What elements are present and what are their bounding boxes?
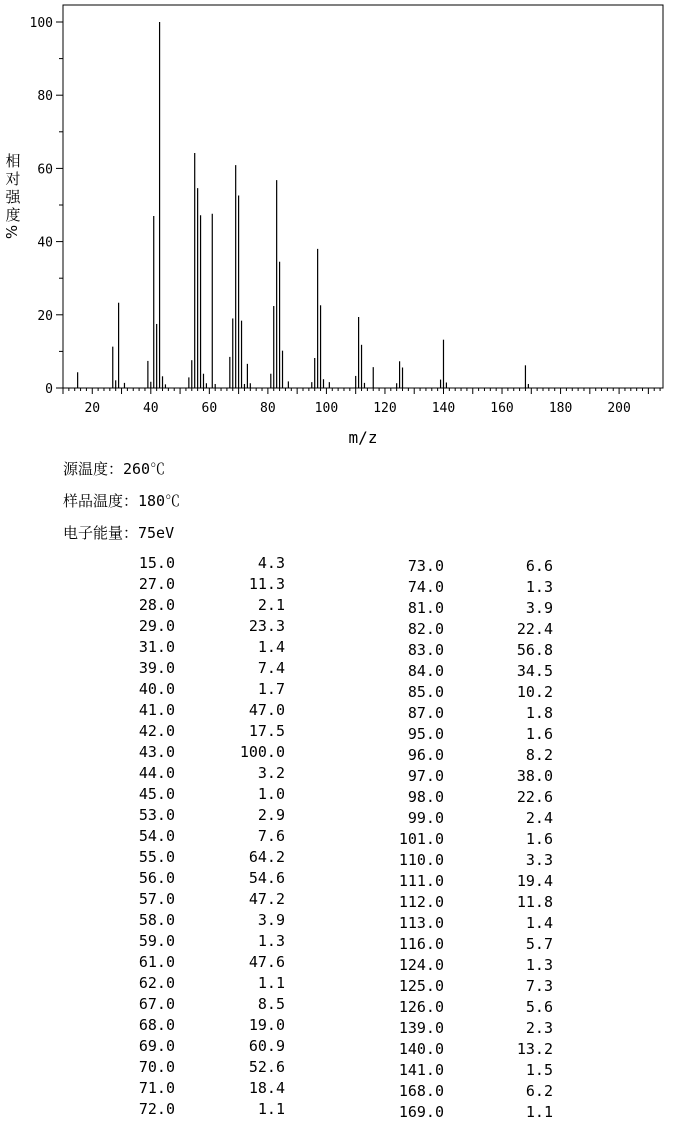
peak-row — [0, 557, 680, 578]
peak-mz: 73.0 — [407, 557, 444, 575]
peak-mz: 126.0 — [398, 998, 444, 1016]
peak-mz: 28.0 — [138, 596, 175, 614]
peak-abundance: 4.3 — [257, 554, 285, 572]
y-axis-label — [3, 152, 21, 239]
peak-abundance: 52.6 — [248, 1058, 285, 1076]
peak-abundance: 3.2 — [257, 764, 285, 782]
peak-abundance: 1.1 — [257, 974, 285, 992]
peak-abundance: 60.9 — [248, 1037, 285, 1055]
peak-abundance: 10.2 — [516, 683, 553, 701]
peak-mz: 139.0 — [398, 1019, 444, 1037]
peak-row — [0, 1040, 680, 1061]
y-tick-label: 100 — [29, 16, 53, 31]
peak-mz: 95.0 — [407, 725, 444, 743]
peak-abundance: 18.4 — [248, 1079, 285, 1097]
peak-abundance: 7.6 — [257, 827, 285, 845]
peak-abundance: 34.5 — [516, 662, 553, 680]
peak-abundance: 19.4 — [516, 872, 553, 890]
peak-row — [0, 1061, 680, 1082]
peak-mz: 168.0 — [398, 1082, 444, 1100]
peak-abundance: 13.2 — [516, 1040, 553, 1058]
peak-mz: 71.0 — [138, 1079, 175, 1097]
y-label-char: 对 — [5, 170, 21, 188]
peak-row — [0, 1103, 680, 1124]
peak-abundance: 11.3 — [248, 575, 285, 593]
peak-abundance: 1.6 — [525, 830, 553, 848]
peak-mz: 111.0 — [398, 872, 444, 890]
x-tick-label: 100 — [314, 401, 339, 416]
peak-abundance: 5.7 — [525, 935, 553, 953]
peak-row — [0, 578, 680, 599]
peak-abundance: 1.5 — [525, 1061, 553, 1079]
peak-row — [0, 746, 680, 767]
peak-mz: 96.0 — [407, 746, 444, 764]
peak-abundance: 2.1 — [257, 596, 285, 614]
x-tick-label: 180 — [548, 401, 573, 416]
peak-mz: 62.0 — [138, 974, 175, 992]
y-label-char: 相 — [5, 152, 21, 170]
peak-mz: 82.0 — [407, 620, 444, 638]
peak-mz: 70.0 — [138, 1058, 175, 1076]
peak-abundance: 1.1 — [525, 1103, 553, 1121]
peak-table-right — [0, 557, 680, 1124]
peak-abundance: 47.2 — [248, 890, 285, 908]
y-axis-ticks — [30, 16, 63, 397]
peak-row — [0, 683, 680, 704]
x-axis-ticks — [63, 388, 660, 416]
peak-abundance: 2.3 — [525, 1019, 553, 1037]
peak-mz: 45.0 — [138, 785, 175, 803]
peak-abundance: 54.6 — [248, 869, 285, 887]
peak-mz: 84.0 — [407, 662, 444, 680]
peak-mz: 31.0 — [138, 638, 175, 656]
peak-row — [0, 725, 680, 746]
y-label-char: 度 — [5, 206, 21, 224]
peak-abundance: 38.0 — [516, 767, 553, 785]
x-tick-label: 120 — [373, 401, 397, 416]
peak-abundance: 47.0 — [248, 701, 285, 719]
peak-row — [0, 599, 680, 620]
peak-abundance: 1.7 — [257, 680, 285, 698]
x-tick-label: 60 — [201, 401, 218, 416]
peak-row — [0, 872, 680, 893]
peak-abundance: 17.5 — [248, 722, 285, 740]
peak-mz: 55.0 — [138, 848, 175, 866]
y-tick-label: 20 — [37, 308, 53, 324]
peak-mz: 44.0 — [138, 764, 175, 782]
peak-abundance: 22.4 — [516, 620, 553, 638]
peak-mz: 27.0 — [138, 575, 175, 593]
peak-abundance: 56.8 — [516, 641, 553, 659]
x-tick-label: 40 — [142, 401, 159, 416]
peak-row — [0, 620, 680, 641]
peak-row — [0, 641, 680, 662]
peak-mz: 42.0 — [138, 722, 175, 740]
electron-energy: 电子能量：75eV — [63, 524, 175, 542]
peak-abundance: 1.8 — [525, 704, 553, 722]
peak-mz: 81.0 — [407, 599, 444, 617]
y-tick-label: 60 — [37, 162, 53, 178]
peak-mz: 125.0 — [398, 977, 444, 995]
x-axis-label: m/z — [348, 428, 378, 447]
y-tick-label: 80 — [37, 89, 53, 105]
peak-abundance: 11.8 — [516, 893, 553, 911]
peak-row — [0, 1082, 680, 1103]
peak-mz: 40.0 — [138, 680, 175, 698]
peak-mz: 41.0 — [138, 701, 175, 719]
peak-mz: 15.0 — [138, 554, 175, 572]
peak-abundance: 7.4 — [257, 659, 285, 677]
peak-row — [0, 851, 680, 872]
peak-abundance: 6.6 — [525, 557, 553, 575]
peak-abundance: 1.4 — [257, 638, 285, 656]
peak-mz: 99.0 — [407, 809, 444, 827]
peak-row — [0, 1019, 680, 1040]
peak-mz: 39.0 — [138, 659, 175, 677]
peak-row — [0, 956, 680, 977]
peak-abundance: 5.6 — [525, 998, 553, 1016]
peak-row — [0, 893, 680, 914]
peak-mz: 57.0 — [138, 890, 175, 908]
peak-mz: 69.0 — [138, 1037, 175, 1055]
mass-spectrum-chart — [0, 0, 680, 450]
peak-mz: 124.0 — [398, 956, 444, 974]
peak-mz: 53.0 — [138, 806, 175, 824]
peak-mz: 141.0 — [398, 1061, 444, 1079]
peak-abundance: 2.4 — [525, 809, 553, 827]
plot-frame — [63, 5, 663, 388]
peak-abundance: 3.9 — [525, 599, 553, 617]
peak-abundance: 3.3 — [525, 851, 553, 869]
peak-abundance: 1.4 — [525, 914, 553, 932]
peak-mz: 87.0 — [407, 704, 444, 722]
peak-abundance: 22.6 — [516, 788, 553, 806]
peak-abundance: 1.3 — [257, 932, 285, 950]
peak-row — [0, 788, 680, 809]
peak-mz: 140.0 — [398, 1040, 444, 1058]
peak-row — [0, 914, 680, 935]
y-label-char: 强 — [5, 188, 21, 206]
peak-abundance: 19.0 — [248, 1016, 285, 1034]
peak-mz: 61.0 — [138, 953, 175, 971]
peak-mz: 112.0 — [398, 893, 444, 911]
peak-abundance: 1.6 — [525, 725, 553, 743]
peak-mz: 54.0 — [138, 827, 175, 845]
peak-row — [0, 977, 680, 998]
peak-row — [0, 809, 680, 830]
peak-row — [0, 662, 680, 683]
peak-mz: 68.0 — [138, 1016, 175, 1034]
peak-abundance: 1.0 — [257, 785, 285, 803]
peak-mz: 72.0 — [138, 1100, 175, 1118]
x-tick-label: 80 — [260, 401, 276, 416]
peak-abundance: 3.9 — [257, 911, 285, 929]
x-tick-label: 20 — [84, 401, 101, 416]
peak-abundance: 23.3 — [248, 617, 285, 635]
peak-abundance: 64.2 — [248, 848, 285, 866]
x-tick-label: 200 — [607, 401, 631, 416]
source-temperature: 源温度：260℃ — [63, 460, 166, 478]
peak-abundance: 7.3 — [525, 977, 553, 995]
peak-mz: 56.0 — [138, 869, 175, 887]
peak-mz: 58.0 — [138, 911, 175, 929]
sample-temperature: 样品温度：180℃ — [63, 492, 181, 510]
peak-abundance: 8.5 — [257, 995, 285, 1013]
x-tick-label: 140 — [431, 401, 456, 416]
peak-mz: 67.0 — [138, 995, 175, 1013]
peak-mz: 169.0 — [398, 1103, 444, 1121]
peak-mz: 29.0 — [138, 617, 175, 635]
peak-row — [0, 767, 680, 788]
peak-mz: 85.0 — [407, 683, 444, 701]
peak-mz: 59.0 — [138, 932, 175, 950]
y-label-char: % — [3, 224, 21, 240]
peak-abundance: 6.2 — [525, 1082, 553, 1100]
peak-row — [0, 704, 680, 725]
peak-mz: 98.0 — [407, 788, 444, 806]
peak-row — [0, 830, 680, 851]
x-tick-label: 160 — [490, 401, 514, 416]
peak-mz: 116.0 — [398, 935, 444, 953]
peak-mz: 97.0 — [407, 767, 444, 785]
peak-abundance: 1.3 — [525, 956, 553, 974]
peak-mz: 101.0 — [398, 830, 444, 848]
peak-mz: 74.0 — [407, 578, 444, 596]
y-tick-label: 0 — [45, 382, 53, 397]
peak-mz: 83.0 — [407, 641, 444, 659]
peak-mz: 43.0 — [138, 743, 175, 761]
spectrum-bars — [78, 22, 529, 388]
peak-abundance: 8.2 — [525, 746, 553, 764]
peak-abundance: 1.1 — [257, 1100, 285, 1118]
peak-abundance: 47.6 — [248, 953, 285, 971]
peak-abundance: 1.3 — [525, 578, 553, 596]
peak-mz: 113.0 — [398, 914, 444, 932]
peak-abundance: 2.9 — [257, 806, 285, 824]
y-tick-label: 40 — [37, 235, 53, 251]
peak-mz: 110.0 — [398, 851, 444, 869]
peak-row — [0, 935, 680, 956]
peak-row — [0, 998, 680, 1019]
peak-abundance: 100.0 — [239, 743, 285, 761]
